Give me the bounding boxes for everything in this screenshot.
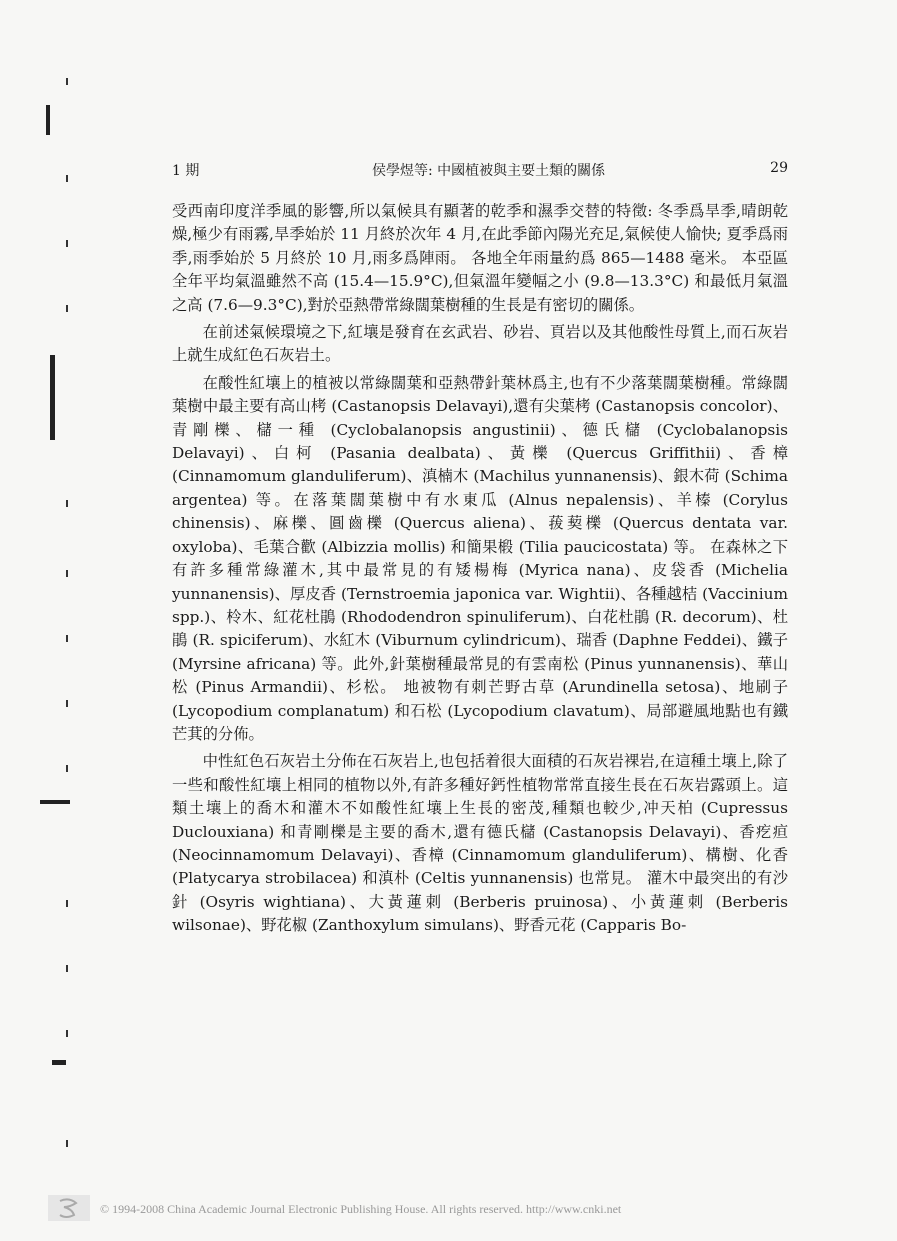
margin-mark — [66, 305, 68, 312]
copyright-footer: © 1994-2008 China Academic Journal Electronic Publishing House. All rights reserved. http://www.cnki.net — [100, 1202, 622, 1216]
page-number: 29 — [770, 160, 788, 176]
margin-mark — [66, 965, 68, 972]
margin-mark — [40, 800, 70, 804]
paragraph: 受西南印度洋季風的影響,所以氣候具有顯著的乾季和濕季交替的特徵: 冬季爲旱季,晴朗乾燥,極少有雨霧,旱季始於 11 月終於次年 4 月,在此季節內陽光充足,氣候使人愉快; 夏季爲雨季,雨季始於 5 月終於 10 月,雨多爲陣雨。 各地全年雨量約爲 865—1488 毫米。 本亞區全年平均氣溫雖然不高 (15.4—15.9°C),但氣溫年變幅之小 (9.8—13.3°C) 和最低月氣溫之高 (7.6—9.3°C),對於亞熱帶常綠闊葉樹種的生長是有密切的關係。 — [172, 202, 788, 314]
paragraph: 中性紅色石灰岩土分佈在石灰岩上,也包括着很大面積的石灰岩裸岩,在這種土壤上,除了一些和酸性紅壤上相同的植物以外,有許多種好鈣性植物常常直接生長在石灰岩露頭上。這類土壤上的喬木和灌木不如酸性紅壤上生長的密茂,種類也較少,冲天柏 (Cupressus Duclouxiana) 和青剛櫟是主要的喬木,還有德氏櫧 (Castanopsis Delavayi)、香疙疸 (Neocinnamomum Delavayi)、香樟 (Cinnamomum glanduliferum)、構樹、化香 (Platycarya strobilacea) 和滇朴 (Celtis yunnanensis) 也常見。 灌木中最突出的有沙針 (Osyris wightiana)、大黃蓮刺 (Berberis pruinosa)、小黃蓮刺 (Berberis wilsonae)、野花椒 (Zanthoxylum simulans)、野香元花 (Capparis Bo- — [172, 752, 788, 935]
margin-mark — [50, 355, 55, 440]
margin-mark — [66, 240, 68, 247]
paragraph: 在酸性紅壤上的植被以常綠闊葉和亞熱帶針葉林爲主,也有不少落葉闊葉樹種。常綠闊葉樹中最主要有高山栲 (Castanopsis Delavayi),還有尖葉栲 (Castanopsis concolor)、青剛櫟、櫧一種 (Cyclobalanopsis angustinii)、德氏櫧 (Cyclobalanopsis Delavayi)、白柯 (Pasania dealbata)、黃櫟 (Quercus Griffithii)、香樟 (Cinnamomum glanduliferum)、滇楠木 (Machilus yunnanensis)、銀木荷 (Schima argentea) 等。在落葉闊葉樹中有水東瓜 (Alnus nepalensis)、羊榛 (Corylus chinensis)、麻櫟、圓齒櫟 (Quercus aliena)、菝葜櫟 (Quercus dentata var. oxyloba)、毛葉合歡 (Albizzia mollis) 和簡果椴 (Tilia paucicostata) 等。 在森林之下有許多種常綠灌木,其中最常見的有矮楊梅 (Myrica nana)、皮袋香 (Michelia yunnanensis)、厚皮香 (Ternstroemia japonica var. Wightii)、各種越桔 (Vaccinium spp.)、柃木、紅花杜鵑 (Rhododendron spinuliferum)、白花杜鵑 (R. decorum)、杜鵑 (R. spiciferum)、水紅木 (Viburnum cylindricum)、瑞香 (Daphne Feddei)、鐵子 (Myrsine africana) 等。此外,針葉樹種最常見的有雲南松 (Pinus yunnanensis)、華山松 (Pinus Armandii)、杉松。 地被物有刺芒野古草 (Arundinella setosa)、地刷子 (Lycopodium complanatum) 和石松 (Lycopodium clavatum)、局部避風地點也有鐵芒萁的分佈。 — [172, 373, 788, 743]
running-title: 侯學煜等: 中國植被與主要土類的關係 — [372, 163, 606, 179]
running-header — [172, 160, 788, 180]
margin-mark — [66, 175, 68, 182]
margin-mark — [66, 700, 68, 707]
margin-mark — [66, 500, 68, 507]
issue-label: 1 期 — [172, 163, 200, 179]
margin-mark — [66, 900, 68, 907]
margin-mark — [66, 1140, 68, 1147]
margin-mark — [66, 570, 68, 577]
margin-mark — [66, 78, 68, 85]
margin-mark — [52, 1060, 66, 1065]
paragraph: 在前述氣候環境之下,紅壤是發育在玄武岩、砂岩、頁岩以及其他酸性母質上,而石灰岩上就生成紅色石灰岩土。 — [172, 323, 788, 365]
publisher-logo-icon — [48, 1195, 90, 1221]
margin-mark — [66, 635, 68, 642]
margin-mark — [66, 1030, 68, 1037]
margin-mark — [66, 765, 68, 772]
margin-mark — [46, 105, 50, 135]
body-text — [172, 200, 788, 938]
